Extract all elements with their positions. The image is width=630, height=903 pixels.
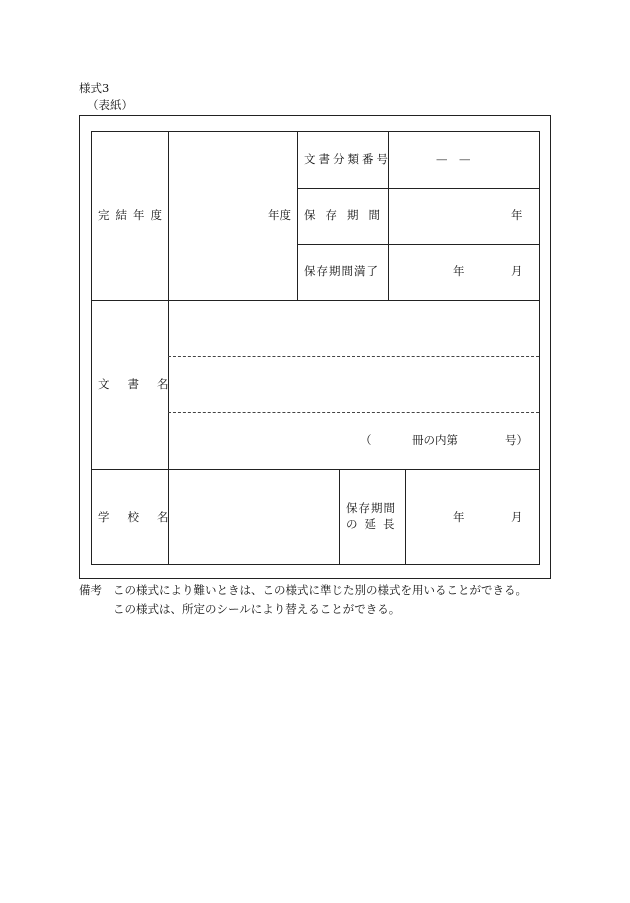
school-name-label: 学校名 bbox=[98, 510, 187, 524]
completion-year-suffix: 年度 bbox=[268, 208, 291, 222]
classification-value[interactable]: — — bbox=[436, 152, 471, 166]
form-id: 様式3 bbox=[79, 81, 110, 95]
extension-label-line-2: の延長 bbox=[346, 517, 402, 531]
volume-mid: 冊の内第 bbox=[412, 433, 458, 447]
document-name-label: 文書名 bbox=[98, 377, 187, 391]
extension-label-line-1: 保存期間 bbox=[346, 501, 396, 515]
volume-open: （ bbox=[360, 433, 372, 447]
completion-year-label: 完結年度 bbox=[98, 208, 168, 222]
extension-month-unit: 月 bbox=[511, 510, 523, 524]
document-name-line-2[interactable] bbox=[168, 357, 539, 412]
retention-label: 保存期間 bbox=[304, 208, 390, 222]
retention-unit: 年 bbox=[511, 208, 523, 222]
notes-line-1: この様式により難いときは、この様式に準じた別の様式を用いることができる。 bbox=[113, 583, 527, 597]
form-type: （表紙） bbox=[87, 98, 133, 112]
document-name-line-1[interactable] bbox=[168, 301, 539, 356]
expiry-label: 保存期間満了 bbox=[304, 264, 379, 278]
notes-line-2: この様式は、所定のシールにより替えることができる。 bbox=[113, 602, 401, 616]
school-name-field[interactable] bbox=[169, 470, 339, 564]
classification-label: 文書分類番号 bbox=[304, 152, 391, 166]
expiry-month-unit: 月 bbox=[511, 264, 523, 278]
extension-year-unit: 年 bbox=[453, 510, 465, 524]
volume-close: 号） bbox=[505, 433, 528, 447]
expiry-year-unit: 年 bbox=[453, 264, 465, 278]
notes-label: 備考 bbox=[79, 583, 102, 597]
